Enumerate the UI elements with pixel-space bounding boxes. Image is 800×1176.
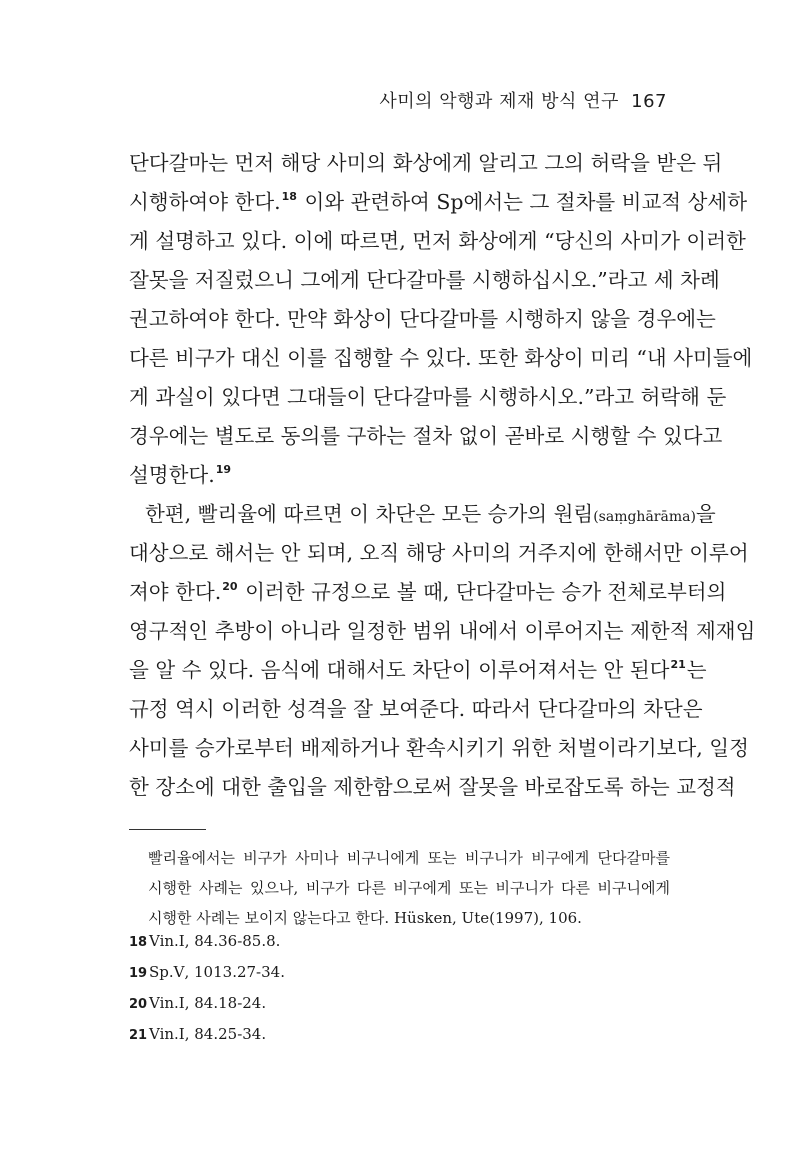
footnote-line: 빨리율에서는 비구가 사미나 비구니에게 또는 비구니가 비구에게 단다갈마를 — [148, 849, 670, 867]
running-header — [379, 87, 667, 113]
footnote-item — [129, 988, 285, 1019]
paragraph-line: 한 장소에 대한 출입을 제한함으로써 잘못을 바로잡도록 하는 교정적 — [129, 775, 736, 799]
paragraph-line: 다른 비구가 대신 이를 집행할 수 있다. 또한 화상이 미리 “내 사미들에 — [129, 346, 753, 370]
footnote-number: 21 — [129, 1028, 148, 1043]
paragraph-line: 경우에는 별도로 동의를 구하는 절차 없이 곧바로 시행할 수 있다고 — [129, 424, 723, 448]
line-text: 을 — [695, 502, 716, 526]
paragraph-line: 단다갈마는 먼저 해당 사미의 화상에게 알리고 그의 허락을 받은 뒤 — [129, 151, 723, 175]
footnotes — [129, 926, 285, 1050]
line-text: 이러한 규정으로 볼 때, 단다갈마는 승가 전체로부터의 — [245, 580, 727, 604]
body-text — [129, 144, 756, 807]
paragraph-line: 잘못을 저질렀으니 그에게 단다갈마를 시행하십시오.”라고 세 차례 — [129, 268, 720, 292]
footnote-number: 18 — [129, 935, 148, 950]
footnote-continuation — [148, 843, 670, 933]
line-text: 한편, 빨리율에 따르면 이 차단은 모든 승가의 원림 — [145, 502, 594, 526]
paragraph-line: 게 과실이 있다면 그대들이 단다갈마를 시행하시오.”라고 허락해 둔 — [129, 385, 727, 409]
paragraph-line: 권고하여야 한다. 만약 화상이 단다갈마를 시행하지 않을 경우에는 — [129, 307, 716, 331]
paragraph-line: 규정 역시 이러한 성격을 잘 보여준다. 따라서 단다갈마의 차단은 — [129, 697, 703, 721]
line-text: 져야 한다. — [129, 580, 222, 604]
romanized-term: (saṃghārāma) — [593, 509, 696, 525]
paragraph-line: 대상으로 해서는 안 되며, 오직 해당 사미의 거주지에 한해서만 이루어 — [129, 541, 749, 565]
paragraph-line — [129, 651, 707, 690]
footnote-number: 20 — [129, 997, 148, 1012]
footnote-text: Vin.Ⅰ, 84.18-24. — [149, 994, 267, 1012]
footnote-divider — [129, 829, 206, 830]
line-text: 이와 관련하여 Sp에서는 그 절차를 비교적 상세하 — [304, 190, 748, 214]
page-number: 167 — [631, 91, 667, 112]
footnote-text: Sp.Ⅴ, 1013.27-34. — [149, 963, 285, 981]
line-text: 을 알 수 있다. 음식에 대해서도 차단이 이루어져서는 안 된다 — [129, 658, 670, 682]
footnote-item — [129, 957, 285, 988]
paragraph-line — [129, 183, 748, 222]
footnote-line: 시행한 사례는 보이지 않는다고 한다. Hüsken, Ute(1997), 106. — [148, 909, 582, 927]
line-text: 설명한다. — [129, 463, 215, 487]
footnote-item — [129, 1019, 285, 1050]
footnote-mark: 19 — [215, 463, 232, 476]
footnote-mark: 18 — [281, 190, 297, 203]
paragraph-line — [129, 573, 727, 612]
line-text: 시행하여야 한다. — [129, 190, 281, 214]
footnote-mark: 21 — [670, 658, 686, 671]
paragraph-line — [129, 456, 671, 495]
paragraph-line — [129, 495, 716, 534]
line-text: 는 — [686, 658, 707, 682]
paragraph-line: 사미를 승가로부터 배제하거나 환속시키기 위한 처벌이라기보다, 일정 — [129, 736, 749, 760]
footnote-line: 시행한 사례는 있으나, 비구가 다른 비구에게 또는 비구니가 다른 비구니에게 — [148, 879, 670, 897]
footnote-mark: 20 — [222, 580, 238, 593]
paragraph-line: 게 설명하고 있다. 이에 따르면, 먼저 화상에게 “당신의 사미가 이러한 — [129, 229, 746, 253]
running-title: 사미의 악행과 제재 방식 연구 — [379, 91, 619, 112]
paragraph-line: 영구적인 추방이 아니라 일정한 범위 내에서 이루어지는 제한적 제재임 — [129, 619, 756, 643]
footnote-text: Vin.Ⅰ, 84.25-34. — [149, 1025, 267, 1043]
footnote-number: 19 — [129, 966, 148, 981]
footnote-text: Vin.Ⅰ, 84.36-85.8. — [149, 932, 281, 950]
footnote-item — [129, 926, 285, 957]
